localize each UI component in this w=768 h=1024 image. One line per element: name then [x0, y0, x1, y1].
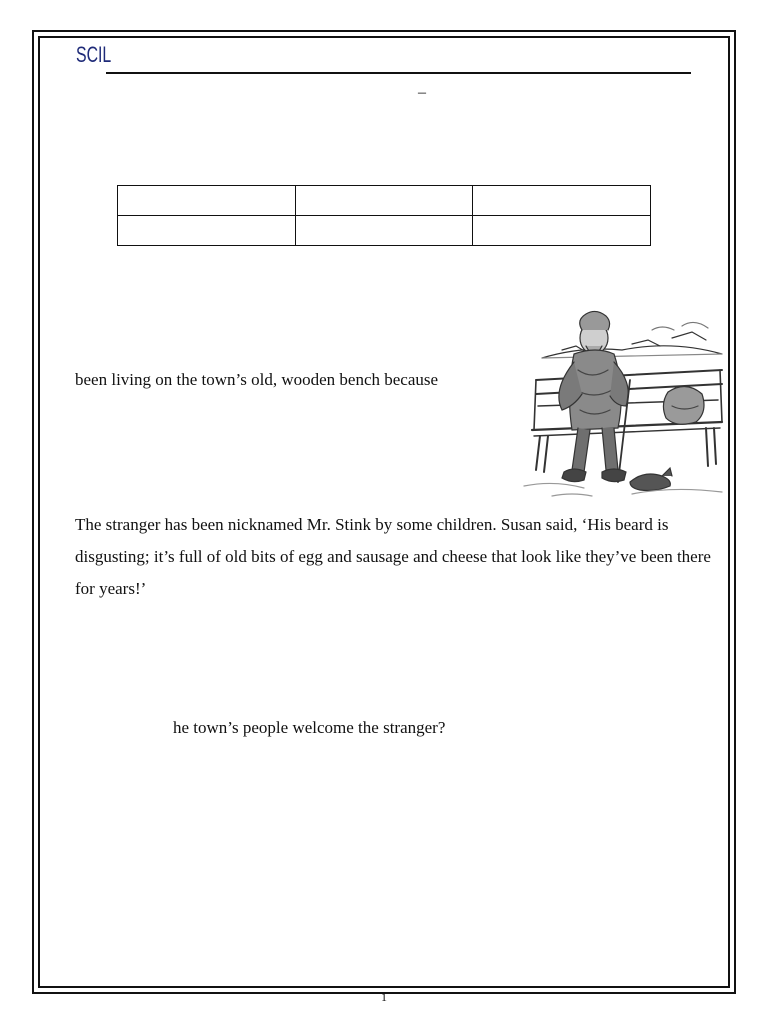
- table-row: [118, 216, 651, 246]
- paragraph-bench: been living on the town’s old, wooden bench because: [75, 370, 439, 389]
- table-cell[interactable]: [118, 186, 296, 216]
- table-cell[interactable]: [473, 186, 651, 216]
- paragraph-question: he town’s people welcome the stranger?: [173, 718, 446, 737]
- subtitle-dash: –: [418, 84, 426, 101]
- table-cell[interactable]: [118, 216, 296, 246]
- logo-text: SCIL: [76, 42, 112, 67]
- table-cell[interactable]: [295, 186, 473, 216]
- info-table: [117, 185, 651, 246]
- table-cell[interactable]: [473, 216, 651, 246]
- paragraph-mr-stink: The stranger has been nicknamed Mr. Stink by some children. Susan said, ‘His beard is disgusting; it’s full of old bits of egg and sausage and cheese that look like they’ve been there for years!’: [75, 515, 711, 598]
- title-underline: [106, 72, 691, 74]
- table-cell[interactable]: [295, 216, 473, 246]
- tramp-on-bench-illustration: [522, 310, 728, 507]
- table-row: [118, 186, 651, 216]
- page-number: 1: [381, 990, 387, 1004]
